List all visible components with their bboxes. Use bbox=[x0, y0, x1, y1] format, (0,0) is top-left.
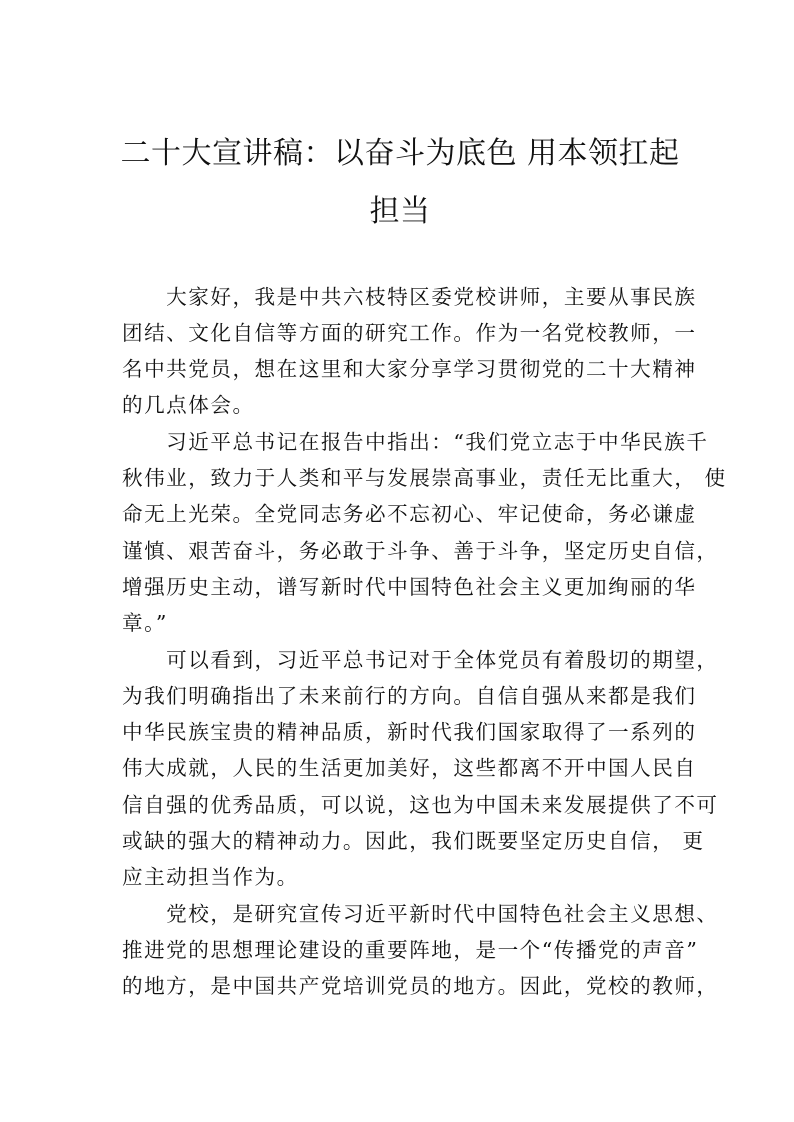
body-line: 增强历史主动，谱写新时代中国特色社会主义更加绚丽的华 bbox=[122, 575, 697, 599]
body-line: 可以看到，习近平总书记对于全体党员有着殷切的期望， bbox=[122, 648, 719, 672]
body-line: 伟大成就，人民的生活更加美好，这些都离不开中国人民自 bbox=[122, 756, 697, 780]
document-title-line-1: 二十大宣讲稿：以奋斗为底色 用本领扛起 bbox=[120, 136, 680, 171]
body-line: 中华民族宝贵的精神品质，新时代我们国家取得了一系列的 bbox=[122, 720, 697, 744]
body-line: 推进党的思想理论建设的重要阵地，是一个“传播党的声音” bbox=[122, 938, 699, 962]
body-line: 的地方，是中国共产党培训党员的地方。因此，党校的教师， bbox=[122, 974, 719, 998]
body-line: 大家好，我是中共六枝特区委党校讲师，主要从事民族 bbox=[122, 285, 697, 309]
body-line: 命无上光荣。全党同志务必不忘初心、牢记使命，务必谦虚 bbox=[122, 502, 697, 526]
body-line: 党校，是研究宣传习近平新时代中国特色社会主义思想、 bbox=[122, 902, 719, 926]
body-line: 信自强的优秀品质，可以说，这也为中国未来发展提供了不可 bbox=[122, 793, 719, 817]
body-line: 的几点体会。 bbox=[122, 393, 255, 417]
body-line: 秋伟业，致力于人类和平与发展崇高事业，责任无比重大， 使 bbox=[122, 466, 727, 490]
body-line: 名中共党员，想在这里和大家分享学习贯彻党的二十大精神 bbox=[122, 357, 697, 381]
body-line: 为我们明确指出了未来前行的方向。自信自强从来都是我们 bbox=[122, 684, 697, 708]
body-line: 应主动担当作为。 bbox=[122, 865, 299, 889]
body-line: 团结、文化自信等方面的研究工作。作为一名党校教师，一 bbox=[122, 321, 697, 345]
body-line: 谨慎、艰苦奋斗，务必敢于斗争、善于斗争，坚定历史自信， bbox=[122, 539, 719, 563]
document-title-line-2: 担当 bbox=[369, 194, 431, 229]
body-line: 习近平总书记在报告中指出：“我们党立志于中华民族千 bbox=[122, 430, 709, 454]
body-line: 或缺的强大的精神动力。因此，我们既要坚定历史自信， 更 bbox=[122, 829, 705, 853]
body-line: 章。” bbox=[122, 611, 168, 635]
